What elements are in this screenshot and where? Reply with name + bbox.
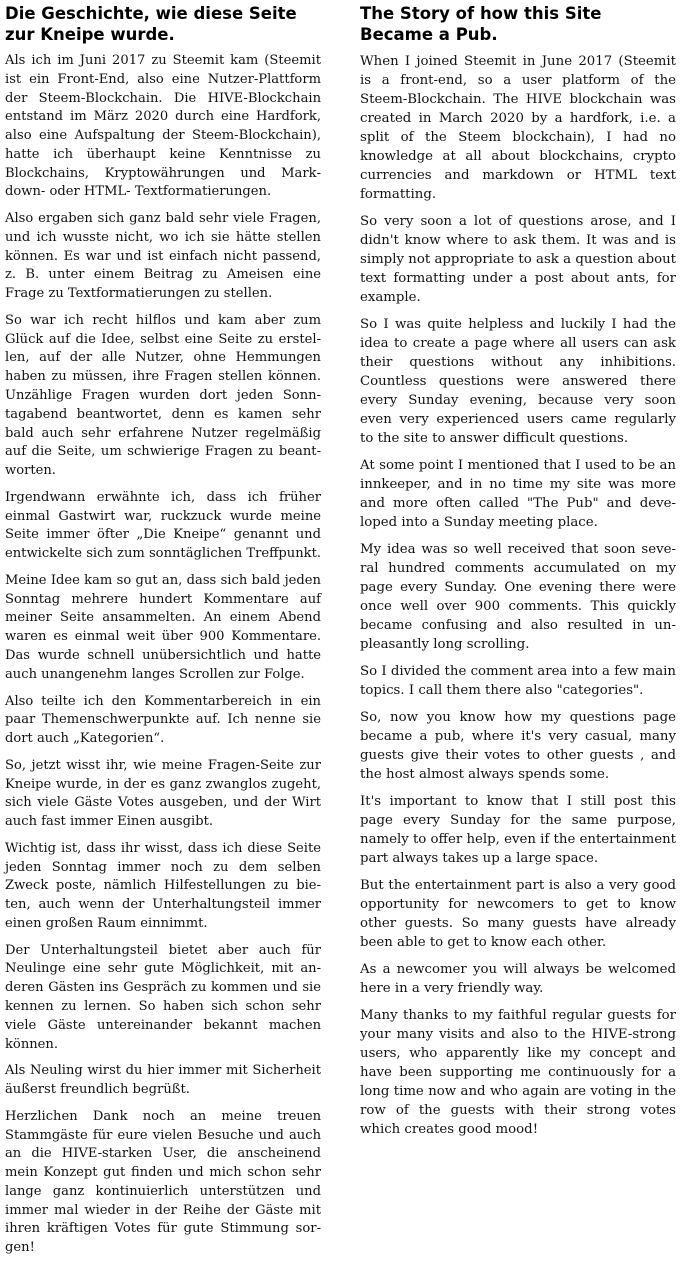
german-paragraph-5: Meine Idee kam so gut an, dass sich bald jeden Sonntag mehrere hundert Kommentare auf meiner Seite ansammelten. An einem Abend waren es einmal weit über 900 Kommentare. Das wurde schnell unübersichtlich und hatte auch unangenehm langes Scrollen zur Folge. — [5, 572, 321, 682]
german-paragraph-2: Also ergaben sich ganz bald sehr viele Fragen, und ich wusste nicht, wo ich sie hätte stellen können. Es war und ist einfach nicht passend, z. B. unter einem Beitrag zu Ameisen eine Frage zu Textformatierungen zu stellen. — [5, 211, 321, 302]
german-title: Die Geschichte, wie diese Seite zur Kneipe wurde. — [5, 4, 297, 44]
german-paragraph-7: So, jetzt wisst ihr, wie meine Fragen-Seite zur Kneipe wurde, in der es ganz zwanglos zugeht, sich viele Gäste Votes ausgeben, und der Wirt auch fast immer Einen ausgibt. — [5, 757, 321, 830]
german-paragraph-11: Herzlichen Dank noch an meine treuen Stammgäste für eure vielen Besuche und auch an die HIVE-starken User, die anscheinend mein Konzept gut finden und mich schon sehr lange ganz kontinuierlich unterstützen und immer mal wieder in der Reihe der Gäste mit ihren kräftigen Votes für gute Stimmung sorgen! — [5, 1108, 321, 1256]
english-paragraph-1: When I joined Steemit in June 2017 (Steemit is a front-end, so a user platform of the Steem-Blockchain. The HIVE blockchain was created in March 2020 by a hardfork, i.e. a split of the Steem blockchain), I had no knowledge at all about blockchains, crypto currencies and markdown or HTML text formatting. — [360, 54, 676, 202]
german-paragraph-9: Der Unterhaltungsteil bietet aber auch für Neulinge eine sehr gute Möglichkeit, mit anderen Gästen ins Gespräch zu kommen und sie kennen zu lernen. So haben sich schon sehr viele Gäste untereinander bekannt machen können. — [5, 942, 321, 1052]
english-paragraph-9: But the entertainment part is also a very good opportunity for newcomers to get to know other guests. So many guests have already been able to get to know each other. — [360, 878, 676, 950]
german-column — [5, 3, 321, 1266]
english-title: The Story of how this Site Became a Pub. — [360, 4, 602, 44]
english-paragraph-4: At some point I mentioned that I used to be an innkeeper, and in no time my site was more and more often called "The Pub" and developed into a Sunday meeting place. — [360, 458, 676, 530]
english-paragraph-10: As a newcomer you will always be welcomed here in a very friendly way. — [360, 962, 676, 996]
english-paragraph-2: So very soon a lot of questions arose, and I didn't know where to ask them. It was and is simply not appropriate to ask a question about text formatting under a post about ants, for example. — [360, 214, 676, 305]
english-paragraph-11: Many thanks to my faithful regular guests for your many visits and also to the HIVE-strong users, who apparently like my concept and have been supporting me continuously for a long time now and who again are voting in the row of the guests with their strong votes which creates good mood! — [360, 1008, 676, 1137]
english-paragraph-3: So I was quite helpless and luckily I had the idea to create a page where all users can ask their questions without any inhibitions. Countless questions were answered there every Sunday evening, because very soon even very experienced users came regularly to the site to answer difficult questions. — [360, 317, 676, 446]
german-paragraph-1: Als ich im Juni 2017 zu Steemit kam (Steemit ist ein Front-End, also eine Nutzer-Plattform der Steem-Blockchain. Die HIVE-Blockchain entstand im März 2020 durch eine Hardfork, also eine Aufspaltung der Steem-Blockchain), hatte ich überhaupt keine Kenntnisse zu Blockchains, Kryptowährungen und Markdown- oder HTML- Textformatierungen. — [5, 53, 321, 200]
english-paragraph-6: So I divided the comment area into a few main topics. I call them there also "categories". — [360, 664, 676, 698]
german-paragraph-6: Also teilte ich den Kommentarbereich in ein paar Themenschwerpunkte auf. Ich nenne sie dort auch „Kategorien“. — [5, 693, 321, 747]
german-paragraph-10: Als Neuling wirst du hier immer mit Sicherheit äußerst freundlich begrüßt. — [5, 1063, 321, 1098]
english-column — [360, 3, 676, 1147]
english-paragraph-7: So, now you know how my questions page became a pub, where it's very casual, many guests give their votes to other guests , and the host almost always spends some. — [360, 710, 676, 782]
english-paragraph-5: My idea was so well received that soon several hundred comments accumulated on my page every Sunday. One evening there were once well over 900 comments. This quickly became confusing and also resulted in unpleasantly long scrolling. — [360, 542, 676, 652]
german-paragraph-8: Wichtig ist, dass ihr wisst, dass ich diese Seite jeden Sonntag immer noch zu dem selben Zweck poste, nämlich Hilfestellungen zu bieten, auch wenn der Unterhaltungsteil immer einen großen Raum einnimmt. — [5, 840, 321, 931]
german-paragraph-3: So war ich recht hilflos und kam aber zum Glück auf die Idee, selbst eine Seite zu erstellen, auf der alle Nutzer, ohne Hemmungen haben zu müssen, ihre Fragen stellen können. Unzählige Fragen wurden dort jeden Sonntagabend beantwortet, denn es kamen sehr bald auch sehr erfahrene Nutzer regelmäßig auf die Seite, um schwierige Fragen zu beantworten. — [5, 312, 321, 479]
german-paragraph-4: Irgendwann erwähnte ich, dass ich früher einmal Gastwirt war, ruckzuck wurde meine Seite immer öfter „Die Kneipe“ genannt und entwickelte sich zum sonntäglichen Treffpunkt. — [5, 489, 322, 562]
english-paragraph-8: It's important to know that I still post this page every Sunday for the same purpose, namely to offer help, even if the entertainment part always takes up a large space. — [360, 794, 677, 866]
